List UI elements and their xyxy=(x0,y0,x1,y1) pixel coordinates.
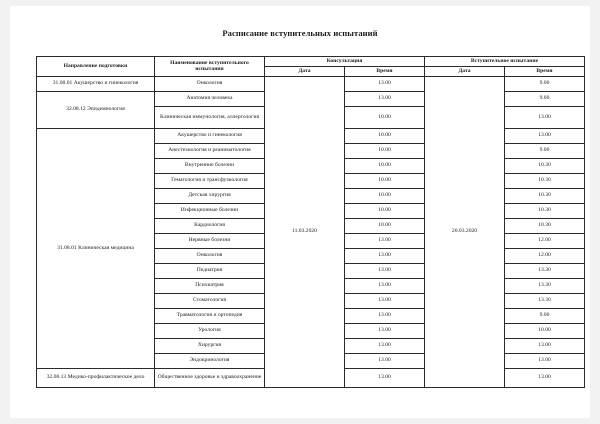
direction-cell: 31.08.01 Акушерство и гинекология xyxy=(37,77,155,92)
exam-name-cell: Хирургия xyxy=(155,339,265,354)
entrance-time-cell: 9.00 xyxy=(505,92,585,107)
consultation-time-cell: 13.00 xyxy=(345,294,425,309)
document-title: Расписание вступительных испытаний xyxy=(222,28,378,38)
consultation-time-cell: 13.00 xyxy=(345,279,425,294)
exam-name-cell: Общественное здоровье и здравоохранение xyxy=(155,369,265,388)
exam-name-cell: Урология xyxy=(155,324,265,339)
exam-name-cell: Анатомия человека xyxy=(155,92,265,107)
consultation-time-cell: 13.00 xyxy=(345,264,425,279)
entrance-time-cell: 9.00 xyxy=(505,77,585,92)
exam-name-cell: Анестезиология и реаниматология xyxy=(155,144,265,159)
header-entrance: Вступительное испытание xyxy=(425,57,585,67)
entrance-time-cell: 13.00 xyxy=(505,107,585,129)
consultation-date-cell: 11.03.2020 xyxy=(265,77,345,388)
consultation-time-cell: 13.00 xyxy=(345,309,425,324)
entrance-time-cell: 9.00 xyxy=(505,144,585,159)
entrance-time-cell: 13.30 xyxy=(505,264,585,279)
exam-name-cell: Акушерство и гинекология xyxy=(155,129,265,144)
exam-name-cell: Психиатрия xyxy=(155,279,265,294)
entrance-time-cell: 12.00 xyxy=(505,234,585,249)
exam-name-cell: Внутренние болезни xyxy=(155,159,265,174)
entrance-date-cell: 20.03.2020 xyxy=(425,77,505,388)
consultation-time-cell: 13.00 xyxy=(345,249,425,264)
header-consultation: Консультация xyxy=(265,57,425,67)
entrance-time-cell: 13.00 xyxy=(505,354,585,369)
entrance-time-cell: 10.00 xyxy=(505,324,585,339)
header-cons-date: Дата xyxy=(265,67,345,77)
entrance-time-cell: 10.30 xyxy=(505,204,585,219)
entrance-time-cell: 10.30 xyxy=(505,174,585,189)
document-page xyxy=(10,6,590,418)
entrance-time-cell: 12.00 xyxy=(505,249,585,264)
consultation-time-cell: 10.00 xyxy=(345,219,425,234)
entrance-time-cell: 13.00 xyxy=(505,369,585,388)
entrance-time-cell: 10.30 xyxy=(505,159,585,174)
header-exam: Наименование вступительного испытания xyxy=(155,57,265,77)
entrance-time-cell: 13.30 xyxy=(505,294,585,309)
direction-cell: 32.08.13 Медико-профилактическое дело xyxy=(37,369,155,388)
exam-name-cell: Детская хирургия xyxy=(155,189,265,204)
consultation-time-cell: 10.00 xyxy=(345,174,425,189)
entrance-time-cell: 13.00 xyxy=(505,339,585,354)
consultation-time-cell: 13.00 xyxy=(345,354,425,369)
consultation-time-cell: 13.00 xyxy=(345,234,425,249)
header-exam-time: Время xyxy=(505,67,585,77)
schedule-table xyxy=(36,56,585,388)
exam-name-cell: Нервные болезни xyxy=(155,234,265,249)
exam-name-cell: Гематология и трансфузиология xyxy=(155,174,265,189)
consultation-time-cell: 10.00 xyxy=(345,129,425,144)
entrance-time-cell: 9.00 xyxy=(505,309,585,324)
exam-name-cell: Стоматология xyxy=(155,294,265,309)
exam-name-cell: Инфекционные болезни xyxy=(155,204,265,219)
exam-name-cell: Клиническая иммунология, аллергология xyxy=(155,107,265,129)
entrance-time-cell: 13.00 xyxy=(505,129,585,144)
consultation-time-cell: 13.00 xyxy=(345,324,425,339)
consultation-time-cell: 13.00 xyxy=(345,369,425,388)
exam-name-cell: Травматология и ортопедия xyxy=(155,309,265,324)
consultation-time-cell: 13.00 xyxy=(345,77,425,92)
consultation-time-cell: 10.00 xyxy=(345,144,425,159)
consultation-time-cell: 10.00 xyxy=(345,204,425,219)
exam-name-cell: Кардиология xyxy=(155,219,265,234)
header-cons-time: Время xyxy=(345,67,425,77)
entrance-time-cell: 10.30 xyxy=(505,219,585,234)
entrance-time-cell: 10.30 xyxy=(505,189,585,204)
table-row xyxy=(37,77,585,92)
direction-cell: 32.08.12 Эпидемиология xyxy=(37,92,155,129)
exam-name-cell: Педиатрия xyxy=(155,264,265,279)
consultation-time-cell: 10.00 xyxy=(345,189,425,204)
consultation-time-cell: 10.00 xyxy=(345,107,425,129)
consultation-time-cell: 10.00 xyxy=(345,159,425,174)
exam-name-cell: Эндокринология xyxy=(155,354,265,369)
header-exam-date: Дата xyxy=(425,67,505,77)
exam-name-cell: Онкология xyxy=(155,77,265,92)
direction-cell: 31.08.01 Клиническая медицина xyxy=(37,129,155,369)
consultation-time-cell: 13.00 xyxy=(345,92,425,107)
consultation-time-cell: 13.00 xyxy=(345,339,425,354)
header-direction: Направление подготовки xyxy=(37,57,155,77)
entrance-time-cell: 13.30 xyxy=(505,279,585,294)
exam-name-cell: Онкология xyxy=(155,249,265,264)
